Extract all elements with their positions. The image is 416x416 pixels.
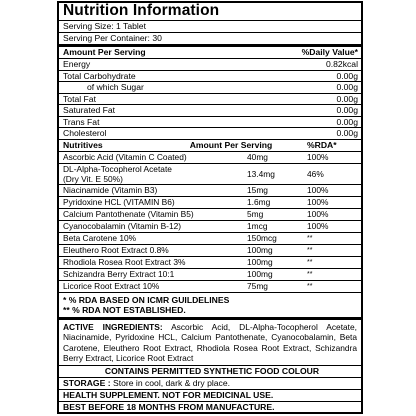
nutritive-amount: 100mg bbox=[247, 256, 273, 267]
nutrient-name: Energy bbox=[63, 59, 91, 69]
serving-size: Serving Size: 1 Tablet bbox=[59, 21, 361, 33]
nutritive-name: Niacinamide (Vitamin B3) bbox=[63, 184, 158, 195]
nutrient-row-sugar bbox=[59, 82, 361, 94]
nutritive-name: Schizandra Berry Extract 10:1 bbox=[63, 268, 175, 279]
active-ingredients-text: Ascorbic Acid, DL-Alpha-Tocopherol Acetate, Niacinamide, Pyridoxine HCL, Calcium Pantothenate, Cyanocobalamin, Beta Carotene, Eleuthero Root Extract, Rhodiola Rosea Root Extract, Schizandra Berry Extract, Licorice Root Extract bbox=[63, 321, 357, 364]
nutritive-amount: 1.6mg bbox=[247, 196, 271, 207]
nutritive-row bbox=[59, 197, 361, 209]
nutritive-rda: ** bbox=[307, 282, 313, 290]
nutrient-name: Saturated Fat bbox=[63, 105, 116, 115]
nutritive-row bbox=[59, 185, 361, 197]
nutritive-name: Beta Carotene 10% bbox=[63, 232, 137, 243]
nutrient-row-total-carbohydrate bbox=[59, 71, 361, 83]
nutritives-amount-header: Amount Per Serving bbox=[189, 139, 273, 150]
storage-text: Store in cool, dark & dry place. bbox=[110, 377, 231, 388]
nutritive-amount: 5mg bbox=[247, 208, 264, 219]
amount-header-row bbox=[59, 47, 361, 59]
active-ingredients bbox=[59, 317, 361, 366]
best-before-notice: BEST BEFORE 18 MONTHS FROM MANUFACTURE. bbox=[63, 401, 275, 412]
nutritive-name: DL-Alpha-Tocopherol Acetate bbox=[63, 163, 172, 174]
nutritive-amount: 1mcg bbox=[247, 220, 268, 231]
nutrient-name: of which Sugar bbox=[87, 82, 144, 92]
nutrient-value: 0.00g bbox=[336, 116, 358, 127]
daily-value-header: %Daily Value* bbox=[301, 47, 358, 57]
nutrient-name: Total Fat bbox=[63, 93, 96, 104]
nutritive-rda: 100% bbox=[307, 184, 329, 195]
nutritive-row bbox=[59, 281, 361, 293]
nutrition-label bbox=[57, 1, 363, 414]
nutritive-rda: ** bbox=[307, 270, 313, 278]
nutritive-amount: 100mg bbox=[247, 268, 273, 279]
nutrient-value: 0.82kcal bbox=[325, 59, 358, 69]
nutritive-name: Licorice Root Extract 10% bbox=[63, 280, 160, 291]
nutritive-amount: 40mg bbox=[247, 151, 268, 162]
nutritive-name: Calcium Pantothenate (Vitamin B5) bbox=[63, 208, 194, 219]
label-title: Nutrition Information bbox=[59, 3, 361, 21]
nutrient-value: 0.00g bbox=[336, 128, 358, 138]
nutritive-rda: 100% bbox=[307, 208, 329, 219]
nutritive-amount: 150mcg bbox=[247, 232, 277, 243]
nutritive-row bbox=[59, 233, 361, 245]
nutrient-value: 0.00g bbox=[336, 105, 358, 115]
nutrient-name: Total Carbohydrate bbox=[63, 70, 136, 81]
nutrient-row-energy bbox=[59, 59, 361, 71]
rda-note-not-established: ** % RDA NOT ESTABLISHED. bbox=[63, 304, 186, 315]
amount-header: Amount Per Serving bbox=[63, 47, 146, 57]
health-supplement-notice: HEALTH SUPPLEMENT. NOT FOR MEDICINAL USE. bbox=[59, 390, 361, 402]
nutritive-row bbox=[59, 164, 361, 185]
active-ingredients-label: ACTIVE INGREDIENTS: bbox=[63, 321, 163, 332]
nutritive-rda: 100% bbox=[307, 151, 329, 162]
nutritive-name-block bbox=[59, 164, 247, 184]
nutritive-rda: ** bbox=[307, 246, 313, 254]
nutritive-name: Pyridoxine HCL (VITAMIN B6) bbox=[63, 196, 175, 207]
nutritive-amount: 75mg bbox=[247, 280, 268, 291]
nutrient-name: Trans Fat bbox=[63, 116, 100, 127]
nutritive-name: Rhodiola Rosea Root Extract 3% bbox=[63, 256, 186, 267]
nutritive-rda: ** bbox=[307, 258, 313, 266]
nutrient-value: 0.00g bbox=[336, 93, 358, 104]
nutritive-row bbox=[59, 221, 361, 233]
nutritives-rda-header: %RDA* bbox=[307, 139, 337, 150]
nutritive-rda: ** bbox=[307, 234, 313, 242]
nutrient-row-total-fat bbox=[59, 94, 361, 106]
nutritive-row bbox=[59, 245, 361, 257]
servings-per-container: Serving Per Container: 30 bbox=[59, 33, 361, 47]
nutritive-name-line2: (Dry Vit. E 50%) bbox=[63, 173, 123, 184]
nutritives-header-row bbox=[59, 140, 361, 152]
nutritive-row bbox=[59, 269, 361, 281]
nutritive-row bbox=[59, 257, 361, 269]
nutrient-row-saturated-fat bbox=[59, 105, 361, 117]
nutrient-row-trans-fat bbox=[59, 117, 361, 129]
storage-label: STORAGE : bbox=[63, 377, 111, 388]
nutritive-rda: 100% bbox=[307, 196, 329, 207]
storage-line bbox=[59, 378, 361, 390]
rda-note-icmr: * % RDA BASED ON ICMR GUILDELINES bbox=[63, 294, 230, 305]
synthetic-colour-notice: CONTAINS PERMITTED SYNTHETIC FOOD COLOUR bbox=[59, 366, 361, 378]
nutritive-name: Ascorbic Acid (Vitamin C Coated) bbox=[63, 151, 187, 162]
nutritive-row bbox=[59, 209, 361, 221]
nutritive-amount: 13.4mg bbox=[247, 168, 275, 179]
nutritive-rda: 46% bbox=[307, 168, 324, 179]
nutrient-value: 0.00g bbox=[336, 70, 358, 81]
nutritive-amount: 100mg bbox=[247, 244, 273, 255]
nutritive-amount: 15mg bbox=[247, 184, 268, 195]
nutritives-header: Nutritives bbox=[63, 139, 103, 150]
nutritive-name: Eleuthero Root Extract 0.8% bbox=[63, 244, 169, 255]
nutritive-rda: 100% bbox=[307, 220, 329, 231]
nutrient-value: 0.00g bbox=[336, 82, 358, 92]
nutritive-row bbox=[59, 152, 361, 164]
rda-notes bbox=[59, 293, 361, 317]
nutrient-row-cholesterol bbox=[59, 128, 361, 140]
nutrient-name: Cholesterol bbox=[63, 128, 107, 138]
nutritive-name: Cyanocobalamin (Vitamin B-12) bbox=[63, 220, 182, 231]
